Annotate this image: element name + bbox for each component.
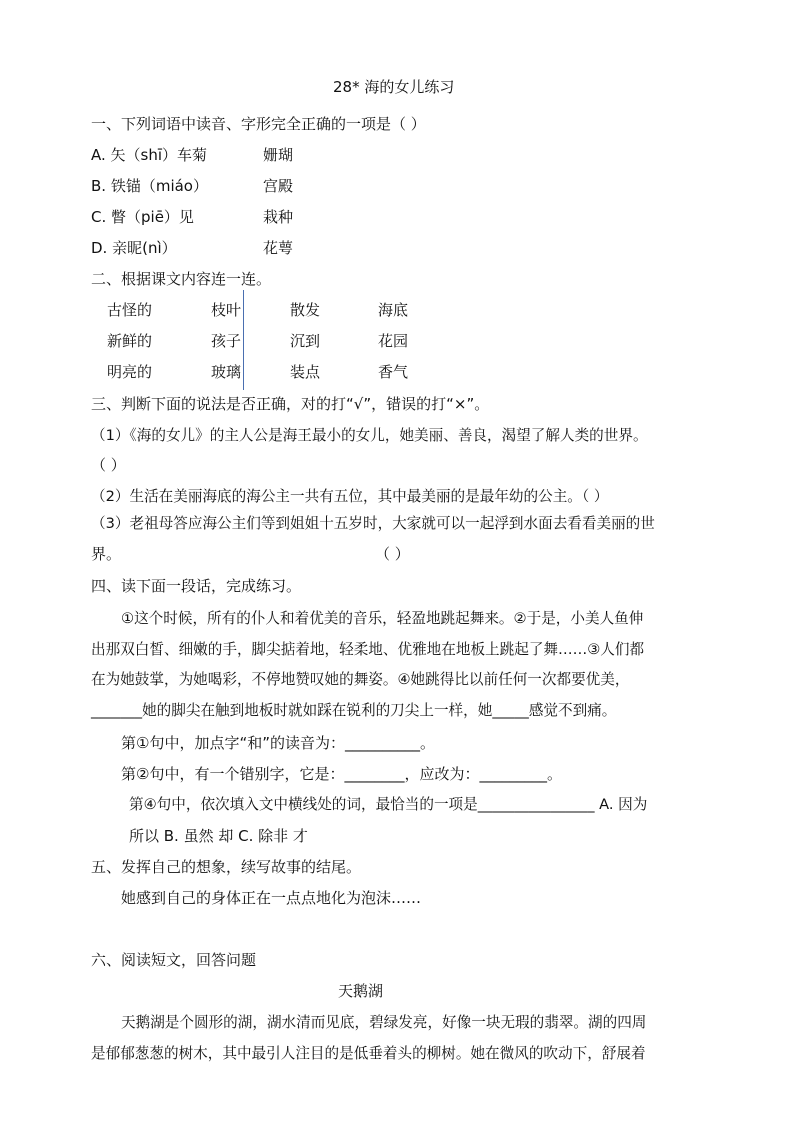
q1-option-a: A. 矢（shī）车菊 xyxy=(91,146,208,164)
match-cell: 枝叶 xyxy=(211,301,242,319)
q4-subquestion-3-options: 所以 B. 虽然 却 C. 除非 才 xyxy=(129,827,308,845)
match-cell: 沉到 xyxy=(290,332,321,350)
page-title: 28* 海的女儿练习 xyxy=(333,78,455,96)
q6-passage-line: 天鹅湖是个圆形的湖，湖水清而见底，碧绿发亮，好像一块无瑕的翡翠。湖的四周 xyxy=(121,1014,647,1031)
q4-subquestion-2: 第②句中，有一个错别字，它是：________，应改为：_________。 xyxy=(121,765,562,783)
match-cell: 古怪的 xyxy=(107,301,153,319)
q4-subquestion-3: 第④句中，依次填入文中横线处的词，最恰当的一项是________________ A. 因为 xyxy=(129,796,648,813)
q1-option-a-word: 姗瑚 xyxy=(263,146,294,164)
connector-line xyxy=(243,290,244,390)
q6-stem: 六、阅读短文，回答问题 xyxy=(91,951,257,969)
q3-stem: 三、判断下面的说法是否正确，对的打“√”，错误的打“×”。 xyxy=(91,395,490,413)
q3-item-3-answer: （ ） xyxy=(375,545,410,563)
q5-stem: 五、发挥自己的想象，续写故事的结尾。 xyxy=(91,858,362,876)
q4-subquestion-1: 第①句中，加点字“和”的读音为：__________。 xyxy=(121,734,435,752)
q4-stem: 四、读下面一段话，完成练习。 xyxy=(91,577,302,595)
q3-item-3-cont: 界。 xyxy=(91,545,122,563)
match-cell: 花园 xyxy=(378,332,409,350)
q4-passage-line: _______她的脚尖在触到地板时就如踩在锐利的刀尖上一样，她_____感觉不到痛。 xyxy=(91,702,617,719)
match-cell: 明亮的 xyxy=(107,363,153,381)
q5-prompt-line: 她感到自己的身体正在一点点地化为泡沫…… xyxy=(121,889,422,907)
q3-item-1: （1）《海的女儿》的主人公是海王最小的女儿，她美丽、善良，渴望了解人类的世界。 xyxy=(91,427,648,444)
q1-option-c: C. 瞥（piē）见 xyxy=(91,208,194,226)
q1-stem: 一、下列词语中读音、字形完全正确的一项是（ ） xyxy=(91,115,426,133)
match-cell: 新鲜的 xyxy=(107,332,153,350)
q3-item-1-answer: （ ） xyxy=(91,456,126,474)
match-cell: 海底 xyxy=(378,301,409,319)
q4-passage-line: ①这个时候，所有的仆人和着优美的音乐，轻盈地跳起舞来。②于是，小美人鱼伸 xyxy=(121,610,644,627)
q3-item-3: （3）老祖母答应海公主们等到姐姐十五岁时，大家就可以一起浮到水面去看看美丽的世 xyxy=(91,515,655,532)
q4-passage-line: 出那双白皙、细嫩的手，脚尖掂着地，轻柔地、优雅地在地板上跳起了舞……③人们都 xyxy=(91,641,645,658)
match-cell: 孩子 xyxy=(211,332,242,350)
q6-passage-line: 是郁郁葱葱的树木，其中最引人注目的是低垂着头的柳树。她在微风的吹动下，舒展着 xyxy=(91,1045,646,1062)
q1-option-b: B. 铁锚（miáo） xyxy=(91,177,208,195)
passage-title: 天鹅湖 xyxy=(338,982,384,1000)
q4-passage-line: 在为她鼓掌，为她喝彩，不停地赞叹她的舞姿。④她跳得比以前任何一次都要优美， xyxy=(91,671,630,688)
match-cell: 香气 xyxy=(378,363,409,381)
q1-option-b-word: 宫殿 xyxy=(263,177,294,195)
q2-stem: 二、根据课文内容连一连。 xyxy=(91,270,272,288)
match-cell: 散发 xyxy=(290,301,321,319)
match-cell: 装点 xyxy=(290,363,321,381)
q3-item-2: （2）生活在美丽海底的海公主一共有五位，其中最美丽的是最年幼的公主。（ ） xyxy=(91,488,609,505)
q1-option-d-word: 花萼 xyxy=(263,239,294,257)
q1-option-c-word: 栽种 xyxy=(263,208,294,226)
q1-option-d: D. 亲昵(nì） xyxy=(91,239,177,257)
match-cell: 玻璃 xyxy=(211,363,242,381)
